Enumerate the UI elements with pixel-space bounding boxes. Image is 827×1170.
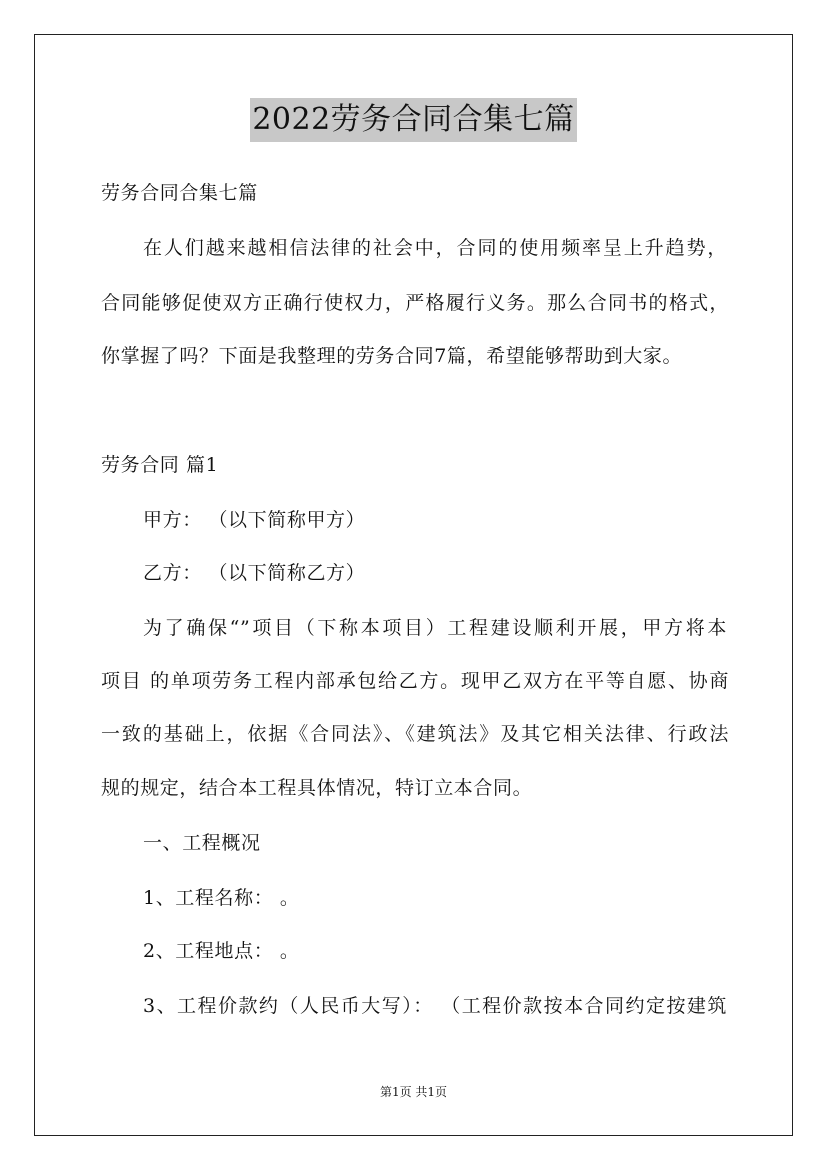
clause-heading: 一、工程概况: [143, 832, 261, 854]
body-line-3: 一致的基础上，依据《合同法》、《建筑法》及其它相关法律、行政法: [101, 723, 729, 745]
clause-item-2: 2、工程地点： 。: [143, 940, 300, 962]
title-container: [0, 98, 827, 142]
section-heading: 劳务合同 篇1: [101, 454, 219, 476]
intro-line-2: 合同能够促使双方正确行使权力，严格履行义务。那么合同书的格式，: [101, 292, 729, 314]
body-line-4: 规的规定，结合本工程具体情况，特订立本合同。: [101, 777, 533, 799]
subtitle-line: 劳务合同合集七篇: [101, 182, 258, 204]
body-line-1: 为了确保“”项目（下称本项目）工程建设顺利开展，甲方将本: [143, 617, 727, 639]
party-a-line: 甲方： （以下简称甲方）: [143, 509, 366, 531]
body-line-2: 项目 的单项劳务工程内部承包给乙方。现甲乙双方在平等自愿、协商: [101, 670, 729, 692]
document-title: 2022劳务合同合集七篇: [250, 98, 576, 142]
page-footer: 第1页 共1页: [379, 1085, 448, 1099]
intro-line-1: 在人们越来越相信法律的社会中，合同的使用频率呈上升趋势，: [143, 237, 727, 259]
party-b-line: 乙方： （以下简称乙方）: [143, 562, 366, 584]
intro-line-3: 你掌握了吗？下面是我整理的劳务合同7篇，希望能够帮助到大家。: [101, 345, 683, 367]
clause-item-1: 1、工程名称： 。: [143, 887, 300, 909]
clause-item-3: 3、工程价款约（人民币大写）： （工程价款按本合同约定按建筑: [143, 995, 727, 1017]
